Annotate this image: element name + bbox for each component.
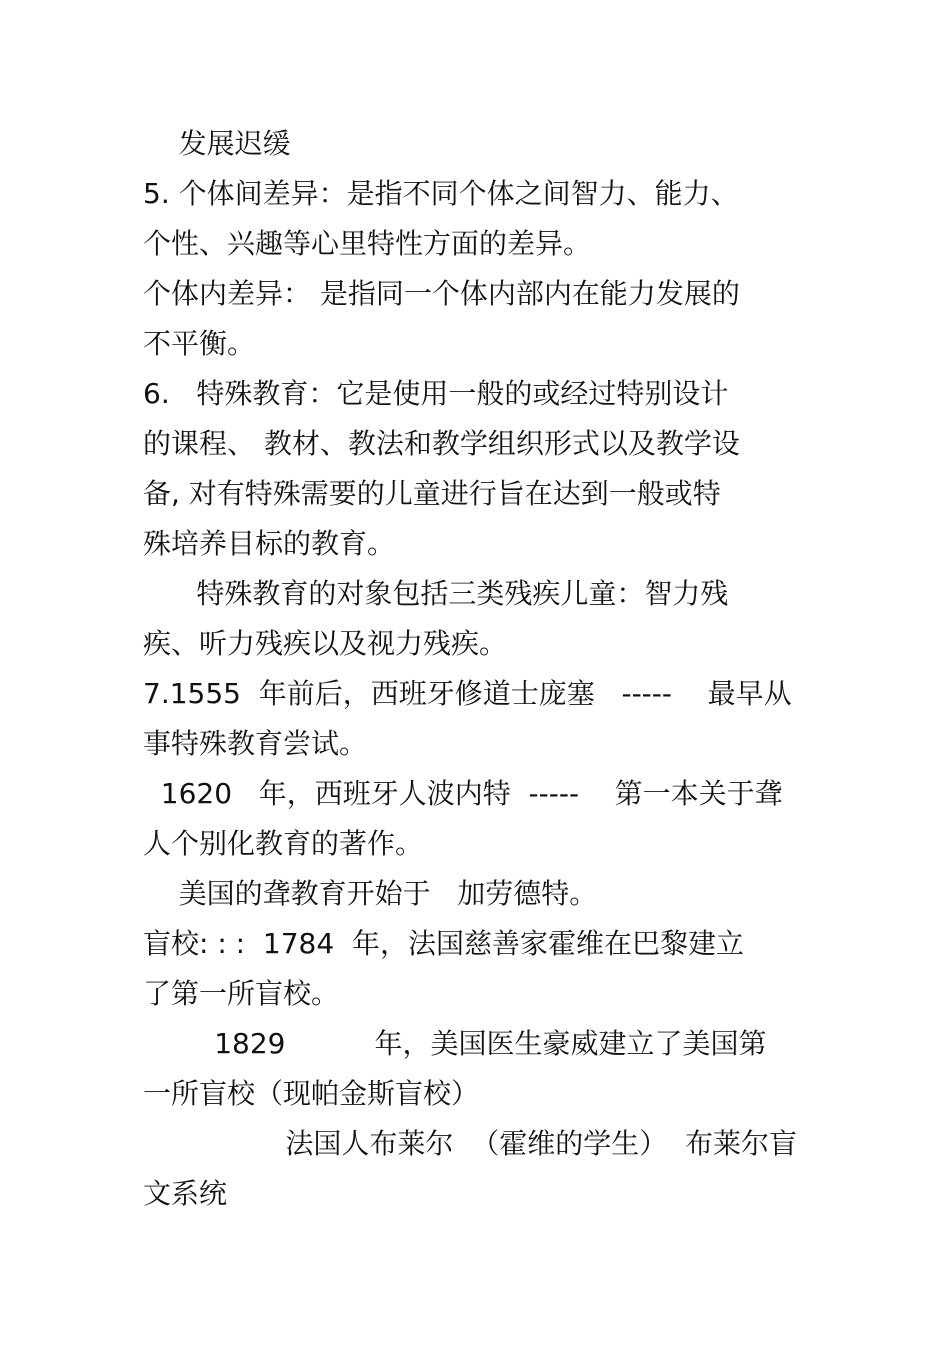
text-line-7: 的课程、 教材、教法和教学组织形式以及教学设	[143, 427, 740, 460]
text-line-11: 疾、听力残疾以及视力残疾。	[143, 627, 508, 660]
text-line-12: 7.1555 年前后，西班牙修道士庞塞 ----- 最早从	[143, 677, 792, 710]
text-line-3: 个性、兴趣等心里特性方面的差异。	[143, 227, 592, 260]
text-line-1: 发展迟缓	[143, 127, 291, 160]
text-line-2: 5. 个体间差异：是指不同个体之间智力、能力、	[143, 177, 739, 210]
text-line-16: 美国的聋教育开始于 加劳德特。	[143, 877, 598, 910]
text-line-15: 人个别化教育的著作。	[143, 827, 424, 860]
text-line-5: 不平衡。	[143, 327, 256, 360]
text-line-14: 1620 年，西班牙人波内特 ----- 第一本关于聋	[143, 777, 783, 810]
text-line-9: 殊培养目标的教育。	[143, 527, 396, 560]
text-line-10: 特殊教育的对象包括三类残疾儿童：智力残	[143, 577, 729, 610]
text-line-17: 盲校: : : 1784 年，法国慈善家霍维在巴黎建立	[143, 927, 744, 960]
text-line-20: 一所盲校（现帕金斯盲校）	[143, 1077, 480, 1110]
text-line-6: 6. 特殊教育：它是使用一般的或经过特别设计	[143, 377, 729, 410]
text-line-4: 个体内差异： 是指同一个体内部内在能力发展的	[143, 277, 740, 310]
text-line-22: 文系统	[143, 1177, 228, 1210]
text-line-8: 备, 对有特殊需要的儿童进行旨在达到一般或特	[143, 477, 721, 510]
text-line-18: 了第一所盲校。	[143, 977, 340, 1010]
text-line-13: 事特殊教育尝试。	[143, 727, 368, 760]
text-line-19: 1829 年，美国医生豪威建立了美国第	[143, 1027, 767, 1060]
text-line-21: 法国人布莱尔 （霍维的学生） 布莱尔盲	[143, 1127, 798, 1160]
